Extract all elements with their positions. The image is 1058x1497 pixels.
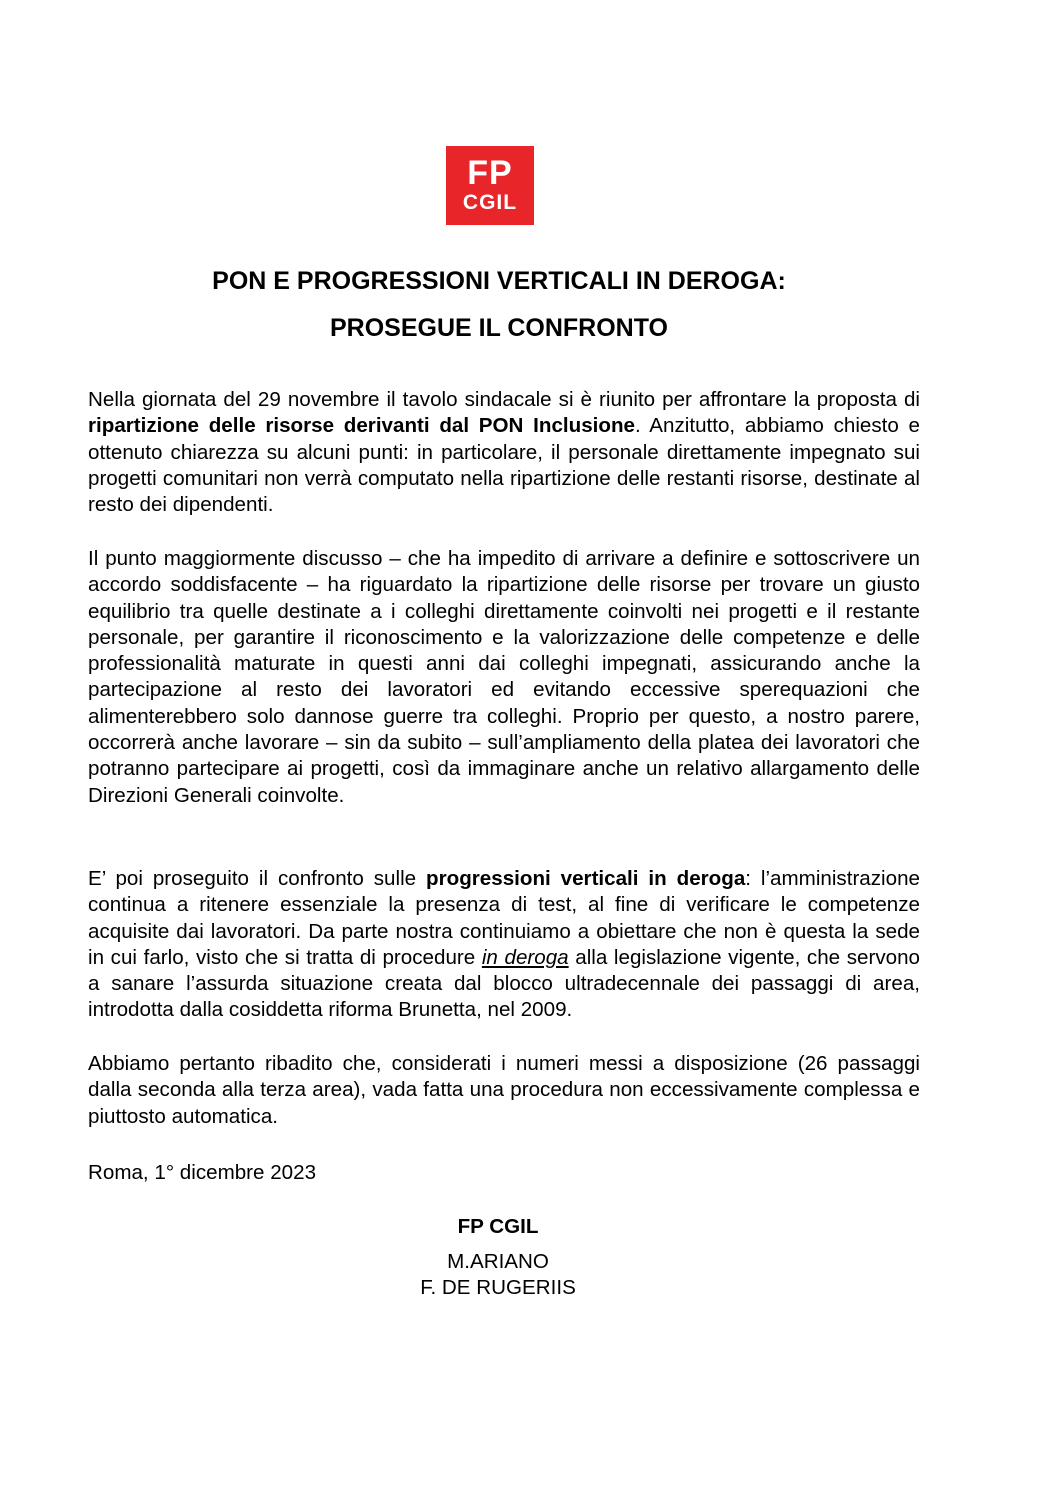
paragraph-punto-discusso: Il punto maggiormente discusso – che ha impedito di arrivare a definire e sottoscrivere un accordo soddisfacente – ha riguardato la ripartizione delle risorse per trovare un giusto equilibrio tra quelle destinate a i colleghi direttamente coinvolti nei progetti e il restante personale, per garantire il riconoscimento e la valorizzazione delle competenze e delle professionalità maturate in questi anni dai colleghi impegnati, assicurando anche la partecipazione al resto dei lavoratori ed evitando eccessive sperequazioni che alimenterebbero solo dannose guerre tra colleghi. Proprio per questo, a nostro parere, occorrerà anche lavorare – sin da subito – sull’ampliamento della platea dei lavoratori che potranno partecipare ai progetti, così da immaginare anche un relativo allargamento delle Direzioni Generali coinvolte. <box>88 547 920 807</box>
document-title-line-2: PROSEGUE IL CONFRONTO <box>329 314 668 342</box>
fp-cgil-logo <box>446 146 534 225</box>
bold-phrase-progressioni: progressioni verticali in deroga <box>426 867 746 890</box>
place-date: Roma, 1° dicembre 2023 <box>88 1161 317 1184</box>
bold-phrase-ripartizione: ripartizione delle risorse derivanti dal PON Inclusione <box>88 414 635 438</box>
logo-line-fp: FP <box>467 154 513 192</box>
logo-line-cgil: CGIL <box>462 191 518 214</box>
paragraph-text: Nella giornata del 29 novembre il tavolo sindacale si è riunito per affrontare la proposta di <box>88 388 920 411</box>
paragraph-progressioni-verticali <box>88 866 920 1024</box>
signature-name-2: F. DE RUGERIIS <box>420 1276 576 1299</box>
paragraph-pon-inclusione <box>88 387 920 518</box>
signature-organization: FP CGIL <box>457 1215 539 1238</box>
document-title-line-1: PON E PROGRESSIONI VERTICALI IN DEROGA: <box>212 267 786 295</box>
paragraph-text: . Anzitutto, abbiamo chiesto e ottenuto chiarezza su alcuni punti: in particolare, il personale direttamente impegnato sui progetti comunitari non verrà computato nella ripartizione delle restanti risorse, destinate al resto dei dipendenti. <box>88 414 920 517</box>
paragraph-text: alla legislazione vigente, che servono a sanare l’assurda situazione creata dal blocco ultradecennale dei passaggi di area, introdotta dalla cosiddetta riforma Brunetta, nel 2009. <box>88 945 920 1022</box>
paragraph-text: E’ poi proseguito il confronto sulle <box>88 867 427 890</box>
paragraph-ribadito: Abbiamo pertanto ribadito che, considerati i numeri messi a disposizione (26 passaggi dalla seconda alla terza area), vada fatta una procedura non eccessivamente complessa e piuttosto automatica. <box>88 1052 920 1128</box>
paragraph-text: : l’amministrazione continua a ritenere essenziale la presenza di test, al fine di verificare le competenze acquisite dai lavoratori. Da parte nostra continuiamo a obiettare che non è questa la sede in cui farlo, visto che si tratta di procedure <box>88 867 920 969</box>
italic-phrase-in-deroga: in deroga <box>481 945 569 969</box>
signature-name-1: M.ARIANO <box>447 1250 549 1273</box>
